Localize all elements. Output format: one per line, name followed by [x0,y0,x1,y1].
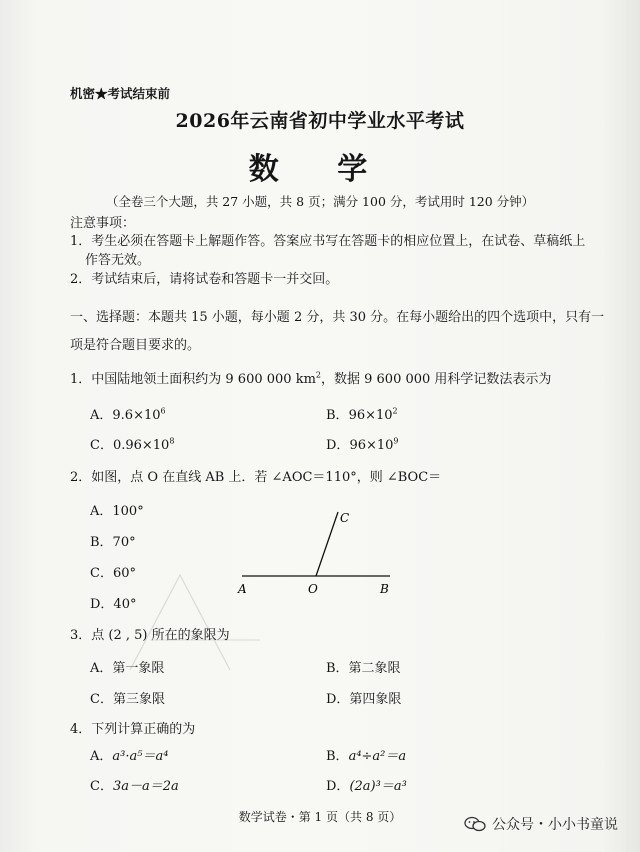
q1-option-d[interactable]: D．$96\times 10^9$ [326,436,399,453]
question-1-stem: 1．中国陆地领土面积约为 9 600 000 $km^2$，数据 9 600 000 用科学记数法表示为 [70,370,552,387]
q2-option-b[interactable]: B．70° [90,535,136,550]
q2-option-d[interactable]: D．40° [90,597,137,612]
point-a-label: A [238,582,247,596]
q1-option-a[interactable]: A．$9.6\times 10^6$ [90,406,166,423]
q4-option-d[interactable]: D．(2a)³＝a³ [326,779,407,794]
q3-option-a[interactable]: A．第一象限 [90,661,165,676]
q3-option-b[interactable]: B．第二象限 [326,661,401,676]
notice-heading: 注意事项： [70,216,136,231]
q4-option-c[interactable]: C．3a－a＝2a [90,779,179,794]
watermark-text: 公众号・小小书童说 [492,817,618,833]
question-2-stem: 2．如图，点 O 在直线 AB 上．若 ∠AOC＝110°，则 ∠BOC＝ [70,470,442,485]
q2-option-a[interactable]: A．100° [90,504,144,519]
confidential-label: 机密★考试结束前 [70,86,171,101]
q3-option-c[interactable]: C．第三象限 [90,692,165,707]
watermark [464,814,618,834]
section-1-heading: 一、选择题：本题共 15 小题，每小题 2 分，共 30 分。在每小题给出的四个选项中，只有一 [70,310,605,325]
q4-option-a[interactable]: A．a³·a⁵＝a⁴ [90,749,169,764]
q1-option-c[interactable]: C．$0.96\times 10^8$ [90,436,175,453]
subject-title: 数 学 [248,152,392,187]
page-footer: 数学试卷・第 1 页（共 8 页） [238,810,402,824]
angle-figure [230,500,400,600]
point-c-label: C [340,511,350,525]
q1-option-b[interactable]: B．$96\times 10^2$ [326,406,398,423]
ray-oc [316,512,338,576]
q4-option-b[interactable]: B．a⁴÷a²＝a [326,749,407,764]
exam-title: 2026年云南省初中学业水平考试 [175,110,465,132]
wechat-icon [464,816,486,832]
notice-item-1-cont: 作答无效。 [85,253,151,268]
q3-option-d[interactable]: D．第四象限 [326,692,402,707]
point-o-label: O [308,582,318,596]
question-4-stem: 4．下列计算正确的为 [70,722,196,737]
notice-item-2: 2．考试结束后，请将试卷和答题卡一并交回。 [70,272,339,287]
point-b-label: B [380,582,389,596]
q2-option-c[interactable]: C．60° [90,566,136,581]
section-1-heading-cont: 项是符合题目要求的。 [70,338,201,353]
notice-item-1: 1．考生必须在答题卡上解题作答。答案应书写在答题卡的相应位置上，在试卷、草稿纸上 [70,234,586,249]
exam-meta: （全卷三个大题，共 27 小题，共 8 页；满分 100 分，考试用时 120 分钟） [105,194,535,209]
question-3-stem: 3．点 (2 , 5) 所在的象限为 [70,628,230,643]
